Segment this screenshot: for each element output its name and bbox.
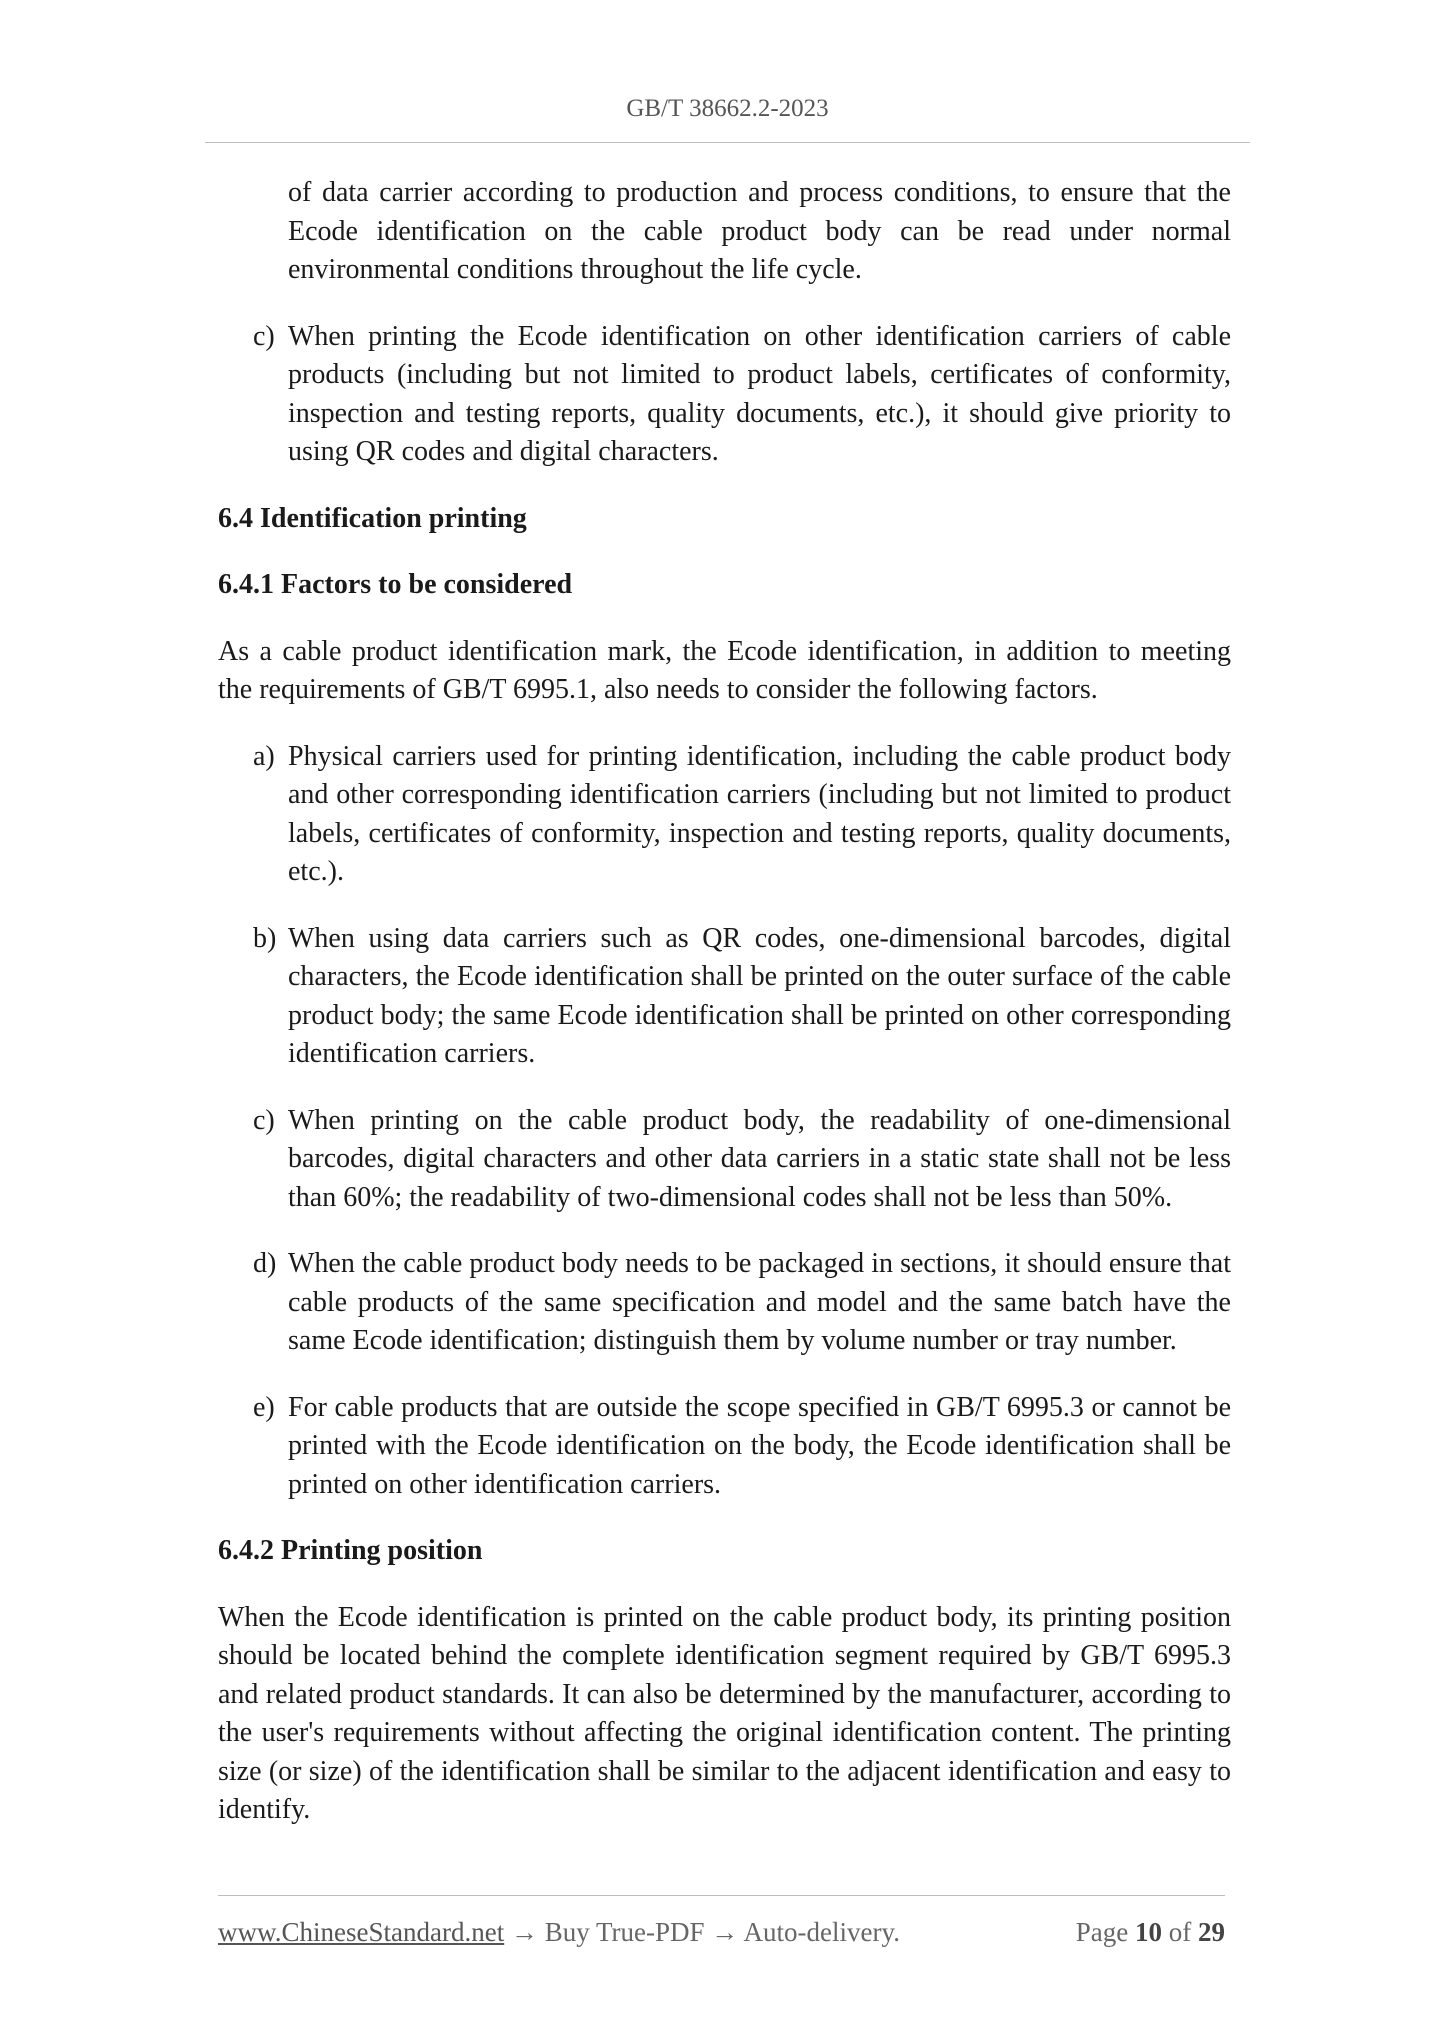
list-marker: e) [253, 1391, 275, 1423]
delivery-text: Auto-delivery. [743, 1917, 900, 1947]
list-item-text: When printing on the cable product body, the readability of one-dimensional barcodes, digital characters and other data carriers in a static state shall not be less than 60%; the readability of two-dimensional codes shall not be less than 50%. [288, 1104, 1231, 1213]
list-item [218, 920, 1231, 1074]
section-heading-6-4-1: 6.4.1 Factors to be considered [218, 569, 573, 600]
page-footer [218, 1917, 1225, 1948]
list-item [218, 738, 1231, 892]
section-heading-6-4: 6.4 Identification printing [218, 502, 527, 534]
list-marker: a) [253, 740, 275, 772]
list-item-text: When using data carriers such as QR codes, one-dimensional barcodes, digital characters, the Ecode identification shall be printed on the outer surface of the cable product body; the same Ecode identification shall be printed on other corresponding identification carriers. [288, 922, 1231, 1069]
list-marker: c) [253, 320, 275, 352]
list-item [218, 1245, 1231, 1361]
footer-divider [218, 1895, 1225, 1896]
arrow-icon: → [711, 1917, 739, 1947]
document-body [218, 174, 1231, 1858]
page-header: GB/T 38662.2-2023 [626, 95, 829, 122]
header-divider [205, 142, 1250, 143]
list-item-text: When the cable product body needs to be packaged in sections, it should ensure that cable products of the same specification and model and the same batch have the same Ecode identification; distinguish them by volume number or tray number. [288, 1248, 1231, 1356]
list-marker: d) [253, 1248, 277, 1279]
buy-text: Buy True-PDF [544, 1917, 705, 1947]
list-marker: c) [253, 1104, 275, 1136]
page-number: Page 10 of 29 [1075, 1917, 1225, 1947]
paragraph-6-4-2: When the Ecode identification is printed on the cable product body, its printing position should be located behind the complete identification segment required by GB/T 6995.3 and related product standards. It can also be determined by the manufacturer, according to the user's requirements without affecting the original identification content. The printing size (or size) of the identification shall be similar to the adjacent identification and easy to identify. [218, 1601, 1231, 1825]
continued-paragraph: of data carrier according to production and process conditions, to ensure that the Ecode identification on the cable product body can be read under normal environmental conditions throughout the life cycle. [288, 177, 1231, 285]
list-item [218, 1389, 1231, 1505]
list-marker: b) [253, 922, 277, 954]
list-item-text: For cable products that are outside the scope specified in GB/T 6995.3 or cannot be printed with the Ecode identification on the body, the Ecode identification shall be printed on other identification carriers. [288, 1391, 1231, 1500]
list-item [218, 1102, 1231, 1218]
arrow-icon: → [510, 1917, 538, 1947]
paragraph-6-4-1: As a cable product identification mark, the Ecode identification, in addition to meeting the requirements of GB/T 6995.1, also needs to consider the following factors. [218, 635, 1231, 705]
list-item-text: When printing the Ecode identification on other identification carriers of cable products (including but not limited to product labels, certificates of conformity, inspection and testing reports, quality documents, etc.), it should give priority to using QR codes and digital characters. [288, 320, 1231, 467]
list-item [218, 318, 1231, 472]
website-link[interactable]: www.ChineseStandard.net [218, 1917, 505, 1947]
list-item-text: Physical carriers used for printing identification, including the cable product body and other corresponding identification carriers (including but not limited to product labels, certificates of conformity, inspection and testing reports, quality documents, etc.). [288, 740, 1231, 887]
section-heading-6-4-2: 6.4.2 Printing position [218, 1535, 483, 1566]
